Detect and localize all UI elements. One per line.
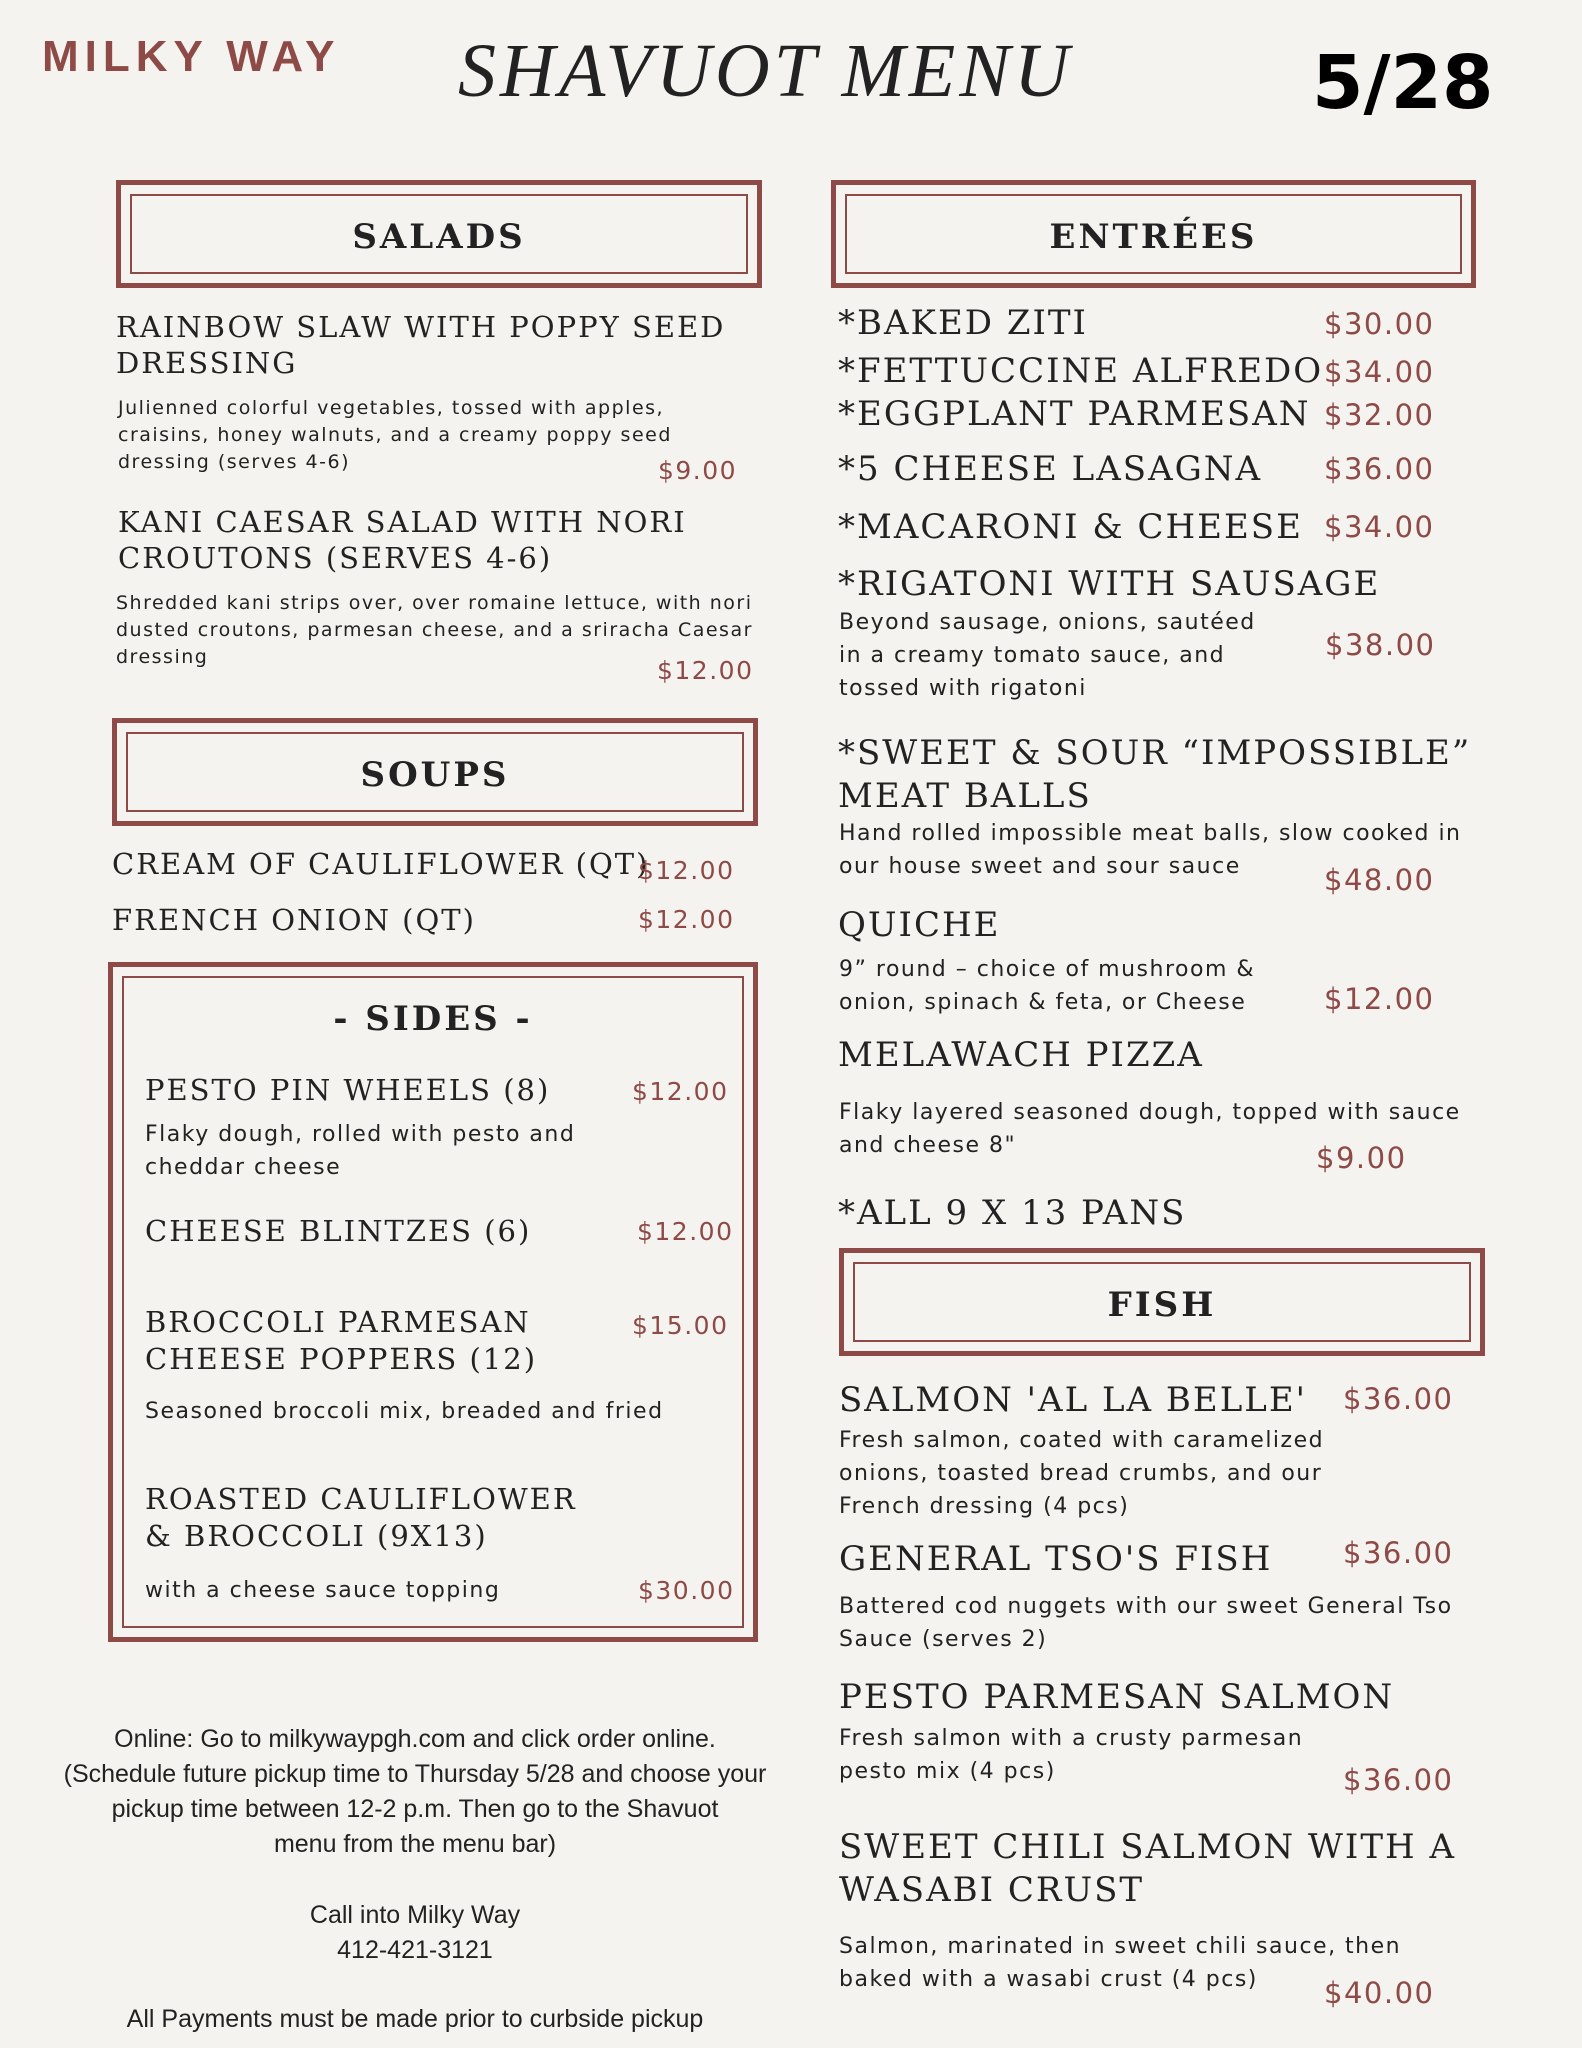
item-name: QUICHE xyxy=(838,905,1001,945)
item-description: Battered cod nuggets with our sweet General Tso xyxy=(839,1594,1453,1619)
item-description: Shredded kani strips over, over romaine lettuce, with nori xyxy=(116,592,753,614)
item-description: dusted croutons, parmesan cheese, and a sriracha Caesar xyxy=(116,619,753,641)
item-name: *5 CHEESE LASAGNA xyxy=(838,449,1263,489)
payment-note: All Payments must be made prior to curbside pickup xyxy=(126,2005,704,2033)
item-price: $32.00 xyxy=(1324,398,1435,432)
item-price: $30.00 xyxy=(1324,307,1435,341)
entrees-heading: ENTRÉES xyxy=(1049,217,1258,257)
item-description: Fresh salmon, coated with caramelized xyxy=(839,1428,1325,1453)
item-description: 9” round – choice of mushroom & xyxy=(839,957,1256,982)
salads-heading: SALADS xyxy=(352,217,526,257)
item-description: Hand rolled impossible meat balls, slow cooked in xyxy=(839,821,1462,846)
item-description: dressing (serves 4-6) xyxy=(118,451,350,473)
call-instructions: Call into Milky Way xyxy=(309,1901,521,1929)
item-description: tossed with rigatoni xyxy=(839,676,1087,701)
item-description: pesto mix (4 pcs) xyxy=(839,1759,1056,1784)
item-price: $12.00 xyxy=(657,656,754,685)
item-name: *FETTUCCINE ALFREDO xyxy=(838,351,1324,391)
item-price: $12.00 xyxy=(637,1217,734,1246)
item-description: Fresh salmon with a crusty parmesan xyxy=(839,1726,1304,1751)
item-description: craisins, honey walnuts, and a creamy poppy seed xyxy=(118,424,672,446)
online-instructions: (Schedule future pickup time to Thursday 5/28 and choose your xyxy=(63,1760,767,1788)
item-description: cheddar cheese xyxy=(145,1155,342,1180)
item-price: $30.00 xyxy=(638,1576,735,1605)
item-name: BROCCOLI PARMESAN xyxy=(145,1305,531,1339)
item-name: CHEESE POPPERS (12) xyxy=(145,1342,538,1376)
item-price: $36.00 xyxy=(1343,1536,1454,1570)
item-description: in a creamy tomato sauce, and xyxy=(839,643,1226,668)
item-name: SWEET CHILI SALMON WITH A xyxy=(839,1827,1457,1867)
item-description: baked with a wasabi crust (4 pcs) xyxy=(839,1967,1258,1992)
entrees-heading-box xyxy=(831,180,1476,288)
item-name: SALMON 'AL LA BELLE' xyxy=(839,1380,1308,1420)
online-instructions: Online: Go to milkywaypgh.com and click order online. xyxy=(114,1725,716,1753)
item-name: DRESSING xyxy=(116,346,298,380)
entrees-pan-note: *ALL 9 X 13 PANS xyxy=(838,1193,1187,1233)
item-description: dressing xyxy=(116,646,209,668)
item-name: WASABI CRUST xyxy=(839,1870,1145,1910)
item-description: Beyond sausage, onions, sautéed xyxy=(839,610,1256,635)
item-name: *EGGPLANT PARMESAN xyxy=(838,394,1311,434)
item-name: *SWEET & SOUR “IMPOSSIBLE” xyxy=(838,733,1472,773)
menu-date: 5/28 xyxy=(1312,40,1494,126)
menu-title: SHAVUOT MENU xyxy=(458,29,1073,113)
online-instructions: pickup time between 12-2 p.m. Then go to the Shavuot xyxy=(111,1795,719,1823)
item-description: Julienned colorful vegetables, tossed with apples, xyxy=(118,397,665,419)
item-price: $12.00 xyxy=(638,856,735,885)
item-name: RAINBOW SLAW WITH POPPY SEED xyxy=(116,310,726,344)
item-description: onions, toasted bread crumbs, and our xyxy=(839,1461,1323,1486)
item-description: with a cheese sauce topping xyxy=(145,1578,501,1603)
phone-number: 412-421-3121 xyxy=(337,1936,493,1964)
item-name: MELAWACH PIZZA xyxy=(838,1035,1204,1075)
item-name: FRENCH ONION (QT) xyxy=(112,903,476,937)
item-name: GENERAL TSO'S FISH xyxy=(839,1539,1273,1579)
online-instructions: menu from the menu bar) xyxy=(273,1830,557,1858)
item-description: and cheese 8" xyxy=(839,1133,1017,1158)
item-price: $34.00 xyxy=(1324,510,1435,544)
item-price: $38.00 xyxy=(1325,628,1436,662)
item-name: KANI CAESAR SALAD WITH NORI xyxy=(118,505,687,539)
item-description: Seasoned broccoli mix, breaded and fried xyxy=(145,1399,664,1424)
item-name: PESTO PARMESAN SALMON xyxy=(839,1677,1395,1717)
item-name: *RIGATONI WITH SAUSAGE xyxy=(838,564,1381,604)
item-price: $9.00 xyxy=(658,456,738,485)
item-description: Flaky layered seasoned dough, topped with sauce xyxy=(839,1100,1461,1125)
item-description: French dressing (4 pcs) xyxy=(839,1494,1130,1519)
item-name: CROUTONS (SERVES 4-6) xyxy=(118,541,553,575)
soups-heading: SOUPS xyxy=(360,755,510,795)
salads-heading-box xyxy=(116,180,762,288)
fish-heading-box xyxy=(839,1248,1485,1356)
item-price: $12.00 xyxy=(632,1077,729,1106)
item-price: $36.00 xyxy=(1343,1382,1454,1416)
item-description: Salmon, marinated in sweet chili sauce, then xyxy=(839,1934,1402,1959)
item-description: Sauce (serves 2) xyxy=(839,1627,1048,1652)
item-price: $36.00 xyxy=(1324,452,1435,486)
item-name: MEAT BALLS xyxy=(838,776,1092,816)
item-price: $40.00 xyxy=(1324,1976,1435,2010)
item-name: CHEESE BLINTZES (6) xyxy=(145,1214,532,1248)
item-price: $34.00 xyxy=(1324,355,1435,389)
item-price: $15.00 xyxy=(632,1311,729,1340)
item-name: CREAM OF CAULIFLOWER (QT) xyxy=(112,847,650,881)
item-description: Flaky dough, rolled with pesto and xyxy=(145,1122,576,1147)
item-price: $48.00 xyxy=(1324,863,1435,897)
item-price: $36.00 xyxy=(1343,1763,1454,1797)
soups-heading-box xyxy=(112,718,758,826)
brand-logo-text: MILKY WAY xyxy=(42,32,341,81)
item-description: our house sweet and sour sauce xyxy=(839,854,1241,879)
item-price: $9.00 xyxy=(1316,1141,1407,1175)
item-price: $12.00 xyxy=(1324,982,1435,1016)
item-name: & BROCCOLI (9X13) xyxy=(145,1519,488,1553)
fish-heading: FISH xyxy=(1107,1285,1217,1325)
item-price: $12.00 xyxy=(638,905,735,934)
item-description: onion, spinach & feta, or Cheese xyxy=(839,990,1247,1015)
item-name: *BAKED ZITI xyxy=(838,303,1088,343)
item-name: *MACARONI & CHEESE xyxy=(838,507,1303,547)
sides-heading: - SIDES - xyxy=(333,999,533,1039)
item-name: ROASTED CAULIFLOWER xyxy=(145,1482,577,1516)
item-name: PESTO PIN WHEELS (8) xyxy=(145,1073,551,1107)
